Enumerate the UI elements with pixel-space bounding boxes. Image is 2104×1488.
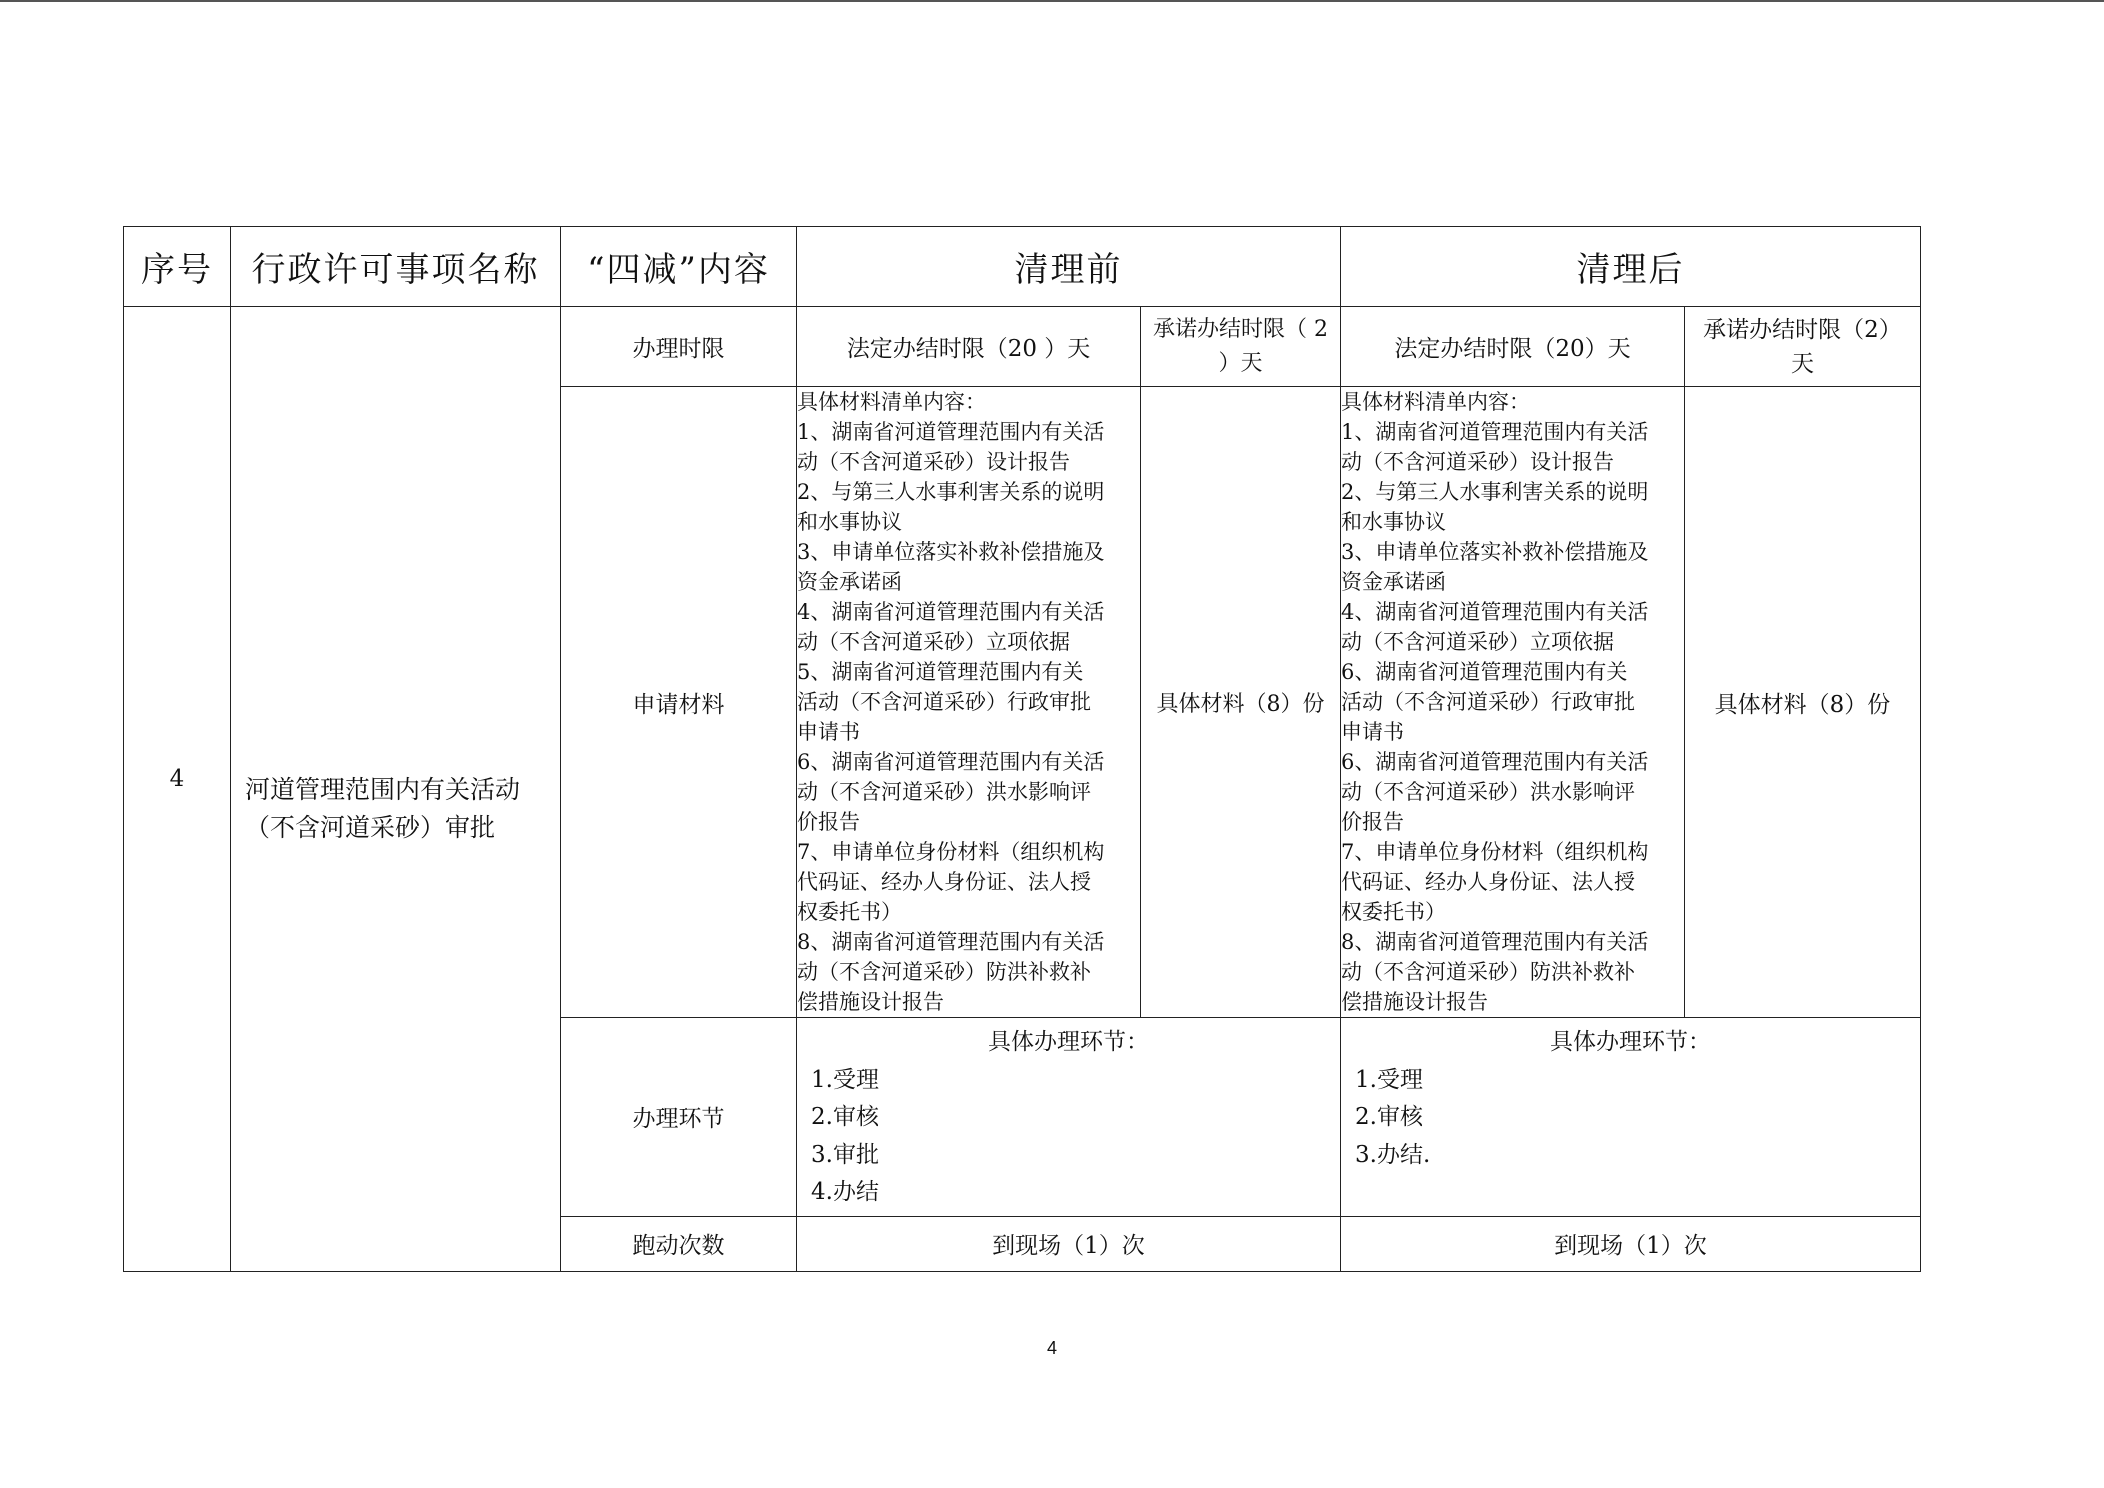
before-materials-list bbox=[797, 387, 1141, 1018]
after-visits: 到现场（1）次 bbox=[1341, 1216, 1921, 1271]
time-limit-label: 办理时限 bbox=[561, 307, 797, 387]
list-item: 1.受理 bbox=[1355, 1066, 1423, 1093]
list-item: 动（不含河道采砂）设计报告 bbox=[1341, 450, 1614, 474]
after-materials-list bbox=[1341, 387, 1685, 1018]
before-statutory-limit: 法定办结时限（20 ）天 bbox=[797, 307, 1141, 387]
before-promised-limit: 承诺办结时限（ 2 ）天 bbox=[1141, 307, 1341, 387]
list-item: 4、湖南省河道管理范围内有关活 bbox=[797, 600, 1105, 624]
list-item: 具体材料清单内容： bbox=[1341, 390, 1530, 414]
list-item: 6、湖南省河道管理范围内有关活 bbox=[1341, 750, 1649, 774]
list-item: 偿措施设计报告 bbox=[1341, 990, 1488, 1014]
list-item: 8、湖南省河道管理范围内有关活 bbox=[797, 930, 1105, 954]
before-steps bbox=[797, 1018, 1340, 1216]
list-item: 活动（不含河道采砂）行政审批 bbox=[797, 690, 1091, 714]
permit-cleanup-table bbox=[123, 226, 1921, 1272]
list-item: 申请书 bbox=[1341, 720, 1404, 744]
list-item: 3、申请单位落实补救补偿措施及 bbox=[1341, 540, 1649, 564]
list-item: 6、湖南省河道管理范围内有关活 bbox=[797, 750, 1105, 774]
list-item: 资金承诺函 bbox=[1341, 570, 1446, 594]
list-item: 具体材料清单内容： bbox=[797, 390, 986, 414]
list-item: 2、与第三人水事利害关系的说明 bbox=[1341, 480, 1649, 504]
before-visits: 到现场（1）次 bbox=[797, 1216, 1341, 1271]
list-item: 4、湖南省河道管理范围内有关活 bbox=[1341, 600, 1649, 624]
before-materials-count: 具体材料（8）份 bbox=[1141, 387, 1341, 1018]
list-item: 1.受理 bbox=[811, 1066, 879, 1093]
after-statutory-limit: 法定办结时限（20）天 bbox=[1341, 307, 1685, 387]
list-item: 4.办结 bbox=[811, 1179, 879, 1205]
list-item: 动（不含河道采砂）设计报告 bbox=[797, 450, 1070, 474]
list-item: 价报告 bbox=[1341, 810, 1404, 834]
list-item: 偿措施设计报告 bbox=[797, 990, 944, 1014]
after-steps-cell bbox=[1341, 1018, 1921, 1217]
list-item: 资金承诺函 bbox=[797, 570, 902, 594]
time-limit-row bbox=[124, 307, 1921, 387]
list-item: 活动（不含河道采砂）行政审批 bbox=[1341, 690, 1635, 714]
row-seq: 4 bbox=[124, 307, 231, 1272]
after-steps-title: 具体办理环节： bbox=[1550, 1029, 1711, 1055]
list-item: 和水事协议 bbox=[1341, 510, 1446, 534]
list-item: 1、湖南省河道管理范围内有关活 bbox=[797, 420, 1105, 444]
list-item: 2、与第三人水事利害关系的说明 bbox=[797, 480, 1105, 504]
list-item: 代码证、经办人身份证、法人授 bbox=[1341, 870, 1635, 894]
header-row bbox=[124, 227, 1921, 307]
after-promised-limit: 承诺办结时限（2）天 bbox=[1685, 307, 1921, 387]
list-item: 动（不含河道采砂）洪水影响评 bbox=[1341, 780, 1635, 804]
list-item: 代码证、经办人身份证、法人授 bbox=[797, 870, 1091, 894]
list-item: 和水事协议 bbox=[797, 510, 902, 534]
list-item: 3.审批 bbox=[811, 1141, 879, 1168]
list-item: 2.审核 bbox=[1355, 1104, 1423, 1130]
steps-label: 办理环节 bbox=[561, 1018, 797, 1217]
after-steps bbox=[1341, 1018, 1920, 1178]
list-item: 动（不含河道采砂）立项依据 bbox=[1341, 630, 1614, 654]
list-item: 权委托书） bbox=[1341, 900, 1446, 924]
list-item: 1、湖南省河道管理范围内有关活 bbox=[1341, 420, 1649, 444]
list-item: 8、湖南省河道管理范围内有关活 bbox=[1341, 930, 1649, 954]
materials-label: 申请材料 bbox=[561, 387, 797, 1018]
top-border-rule bbox=[0, 0, 2104, 2]
before-steps-cell bbox=[797, 1018, 1341, 1217]
list-item: 价报告 bbox=[797, 810, 860, 834]
header-item-name: 行政许可事项名称 bbox=[231, 227, 561, 307]
header-before: 清理前 bbox=[797, 227, 1341, 307]
list-item: 3、申请单位落实补救补偿措施及 bbox=[797, 540, 1105, 564]
page-number: 4 bbox=[1046, 1338, 1057, 1358]
row-item-name: 河道管理范围内有关活动（不含河道采砂）审批 bbox=[245, 774, 521, 842]
list-item: 3.办结. bbox=[1355, 1141, 1431, 1168]
visits-label: 跑动次数 bbox=[561, 1216, 797, 1271]
list-item: 动（不含河道采砂）防洪补救补 bbox=[797, 960, 1091, 984]
after-materials-count: 具体材料（8）份 bbox=[1685, 387, 1921, 1018]
before-steps-title: 具体办理环节： bbox=[988, 1029, 1149, 1055]
list-item: 2.审核 bbox=[811, 1104, 879, 1130]
list-item: 动（不含河道采砂）洪水影响评 bbox=[797, 780, 1091, 804]
list-item: 动（不含河道采砂）防洪补救补 bbox=[1341, 960, 1635, 984]
list-item: 申请书 bbox=[797, 720, 860, 744]
header-content: “四减”内容 bbox=[561, 227, 797, 307]
list-item: 权委托书） bbox=[797, 900, 902, 924]
row-item-cell bbox=[231, 307, 561, 1272]
list-item: 7、申请单位身份材料（组织机构 bbox=[797, 840, 1105, 864]
list-item: 6、湖南省河道管理范围内有关 bbox=[1341, 660, 1628, 684]
header-seq: 序号 bbox=[124, 227, 231, 307]
list-item: 5、湖南省河道管理范围内有关 bbox=[797, 660, 1084, 684]
list-item: 动（不含河道采砂）立项依据 bbox=[797, 630, 1070, 654]
header-after: 清理后 bbox=[1341, 227, 1921, 307]
list-item: 7、申请单位身份材料（组织机构 bbox=[1341, 840, 1649, 864]
